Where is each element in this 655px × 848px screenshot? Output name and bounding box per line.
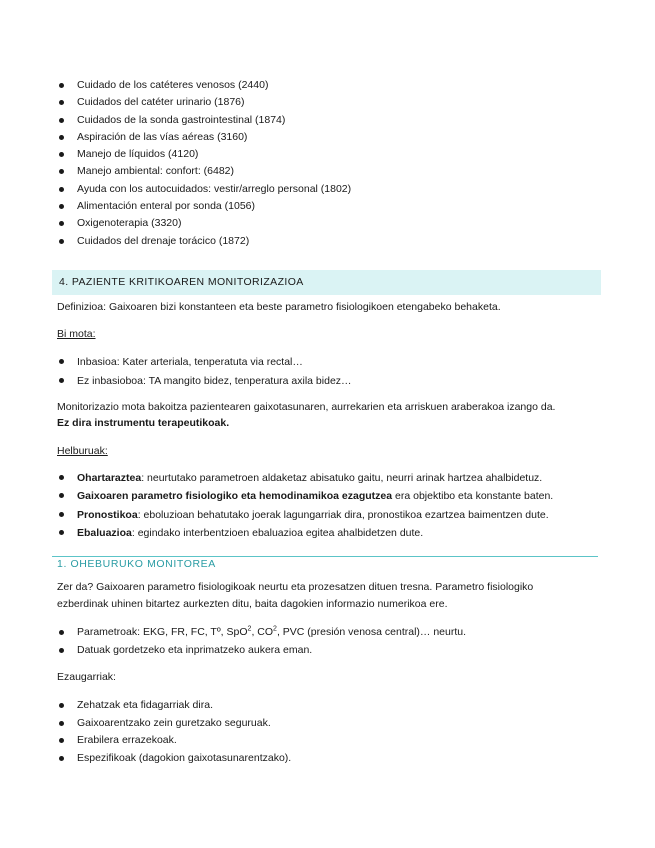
list-item: Manejo de líquidos (4120): [57, 146, 600, 163]
list-item: Alimentación enteral por sonda (1056): [57, 198, 600, 215]
list-item: [57, 487, 600, 505]
list-item: [57, 524, 600, 542]
section-heading-1: 1. OHEBURUKO MONITOREA: [57, 558, 216, 570]
list-item: Inbasioa: Kater arteriala, tenperatuta via rectal…: [57, 353, 600, 372]
features-label: Ezaugarriak:: [57, 671, 116, 683]
intro-line: Zer da? Gaixoaren parametro fisiologikoak neurtu eta prozesatzen dituen tresna. Parametro fisiologiko: [57, 581, 534, 593]
list-item: Ez inbasioboa: TA mangito bidez, tenperatura axila bidez…: [57, 372, 600, 391]
list-item: Cuidado de los catéteres venosos (2440): [57, 77, 600, 94]
goals-list: [57, 469, 600, 542]
paragraph-bold: Ez dira instrumentu terapeutikoak.: [57, 417, 230, 429]
goal-text: era objektibo eta konstante baten.: [392, 490, 554, 503]
list-item: Datuak gordetzeko eta inprimatzeko aukera eman.: [57, 642, 600, 660]
goal-text: : neurtutako parametroen aldaketaz abisatuko gaitu, neurri arinak hartzea ahalbidetuz.: [141, 472, 543, 484]
list-item: Zehatzak eta fidagarriak dira.: [57, 697, 600, 715]
list-item: Cuidados del drenaje torácico (1872): [57, 233, 600, 250]
care-list: [57, 77, 600, 250]
params-text: Parametroak: EKG, FR, FC, Tº, SpO: [77, 626, 248, 638]
list-item: Gaixoarentzako zein guretzako seguruak.: [57, 715, 600, 733]
list-item: Espezifikoak (dagokion gaixotasunarentzako).: [57, 750, 600, 768]
goal-text: : egindako interbentzioen ebaluazioa egitea ahalbidetzen dute.: [131, 526, 424, 539]
subscript: 2: [273, 625, 277, 633]
list-item: Manejo ambiental: confort: (6482): [57, 163, 600, 180]
intro-line: ezberdinak uhinen bitartez aurkezten ditu, baita dagokien informazio numerikoa ere.: [57, 598, 448, 610]
paragraph: Monitorizazio mota bakoitza pazientearen gaixotasunaren, aurrekarien eta arriskuen araberakoa izango da.: [57, 401, 556, 413]
list-item: [57, 624, 600, 642]
types-list: [57, 353, 600, 391]
goal-term: Gaixoaren parametro fisiologiko eta hemodinamikoa ezagutzea: [77, 490, 393, 503]
goal-term: Ebaluazioa: [77, 526, 132, 539]
goal-term: Pronostikoa: [77, 508, 138, 521]
list-item: [57, 469, 600, 487]
list-item: Cuidados de la sonda gastrointestinal (1874): [57, 112, 600, 129]
types-label: Bi mota:: [57, 328, 96, 340]
monitor-list: [57, 624, 600, 659]
list-item: Ayuda con los autocuidados: vestir/arreglo personal (1802): [57, 181, 600, 198]
definition-text: Definizioa: Gaixoaren bizi konstanteen eta beste parametro fisiologikoen etengabeko behaketa.: [57, 301, 501, 313]
list-item: [57, 506, 600, 524]
section-divider: [52, 556, 598, 557]
params-text: , PVC (presión venosa central)… neurtu.: [276, 626, 467, 638]
goal-text: : eboluzioan behatutako joerak lagungarriak dira, pronostikoa ezartzea baimentzen dute.: [137, 508, 549, 521]
list-item: Aspiración de las vías aéreas (3160): [57, 129, 600, 146]
list-item: Oxigenoterapia (3320): [57, 215, 600, 232]
features-list: [57, 697, 600, 767]
list-item: Erabilera errazekoak.: [57, 732, 600, 750]
subscript: 2: [247, 625, 252, 633]
goals-label: Helburuak:: [57, 445, 108, 457]
section-heading-4: 4. PAZIENTE KRITIKOAREN MONITORIZAZIOA: [52, 270, 601, 295]
params-text: , CO: [251, 626, 274, 638]
goal-term: Ohartaraztea: [77, 472, 142, 484]
list-item: Cuidados del catéter urinario (1876): [57, 94, 600, 111]
